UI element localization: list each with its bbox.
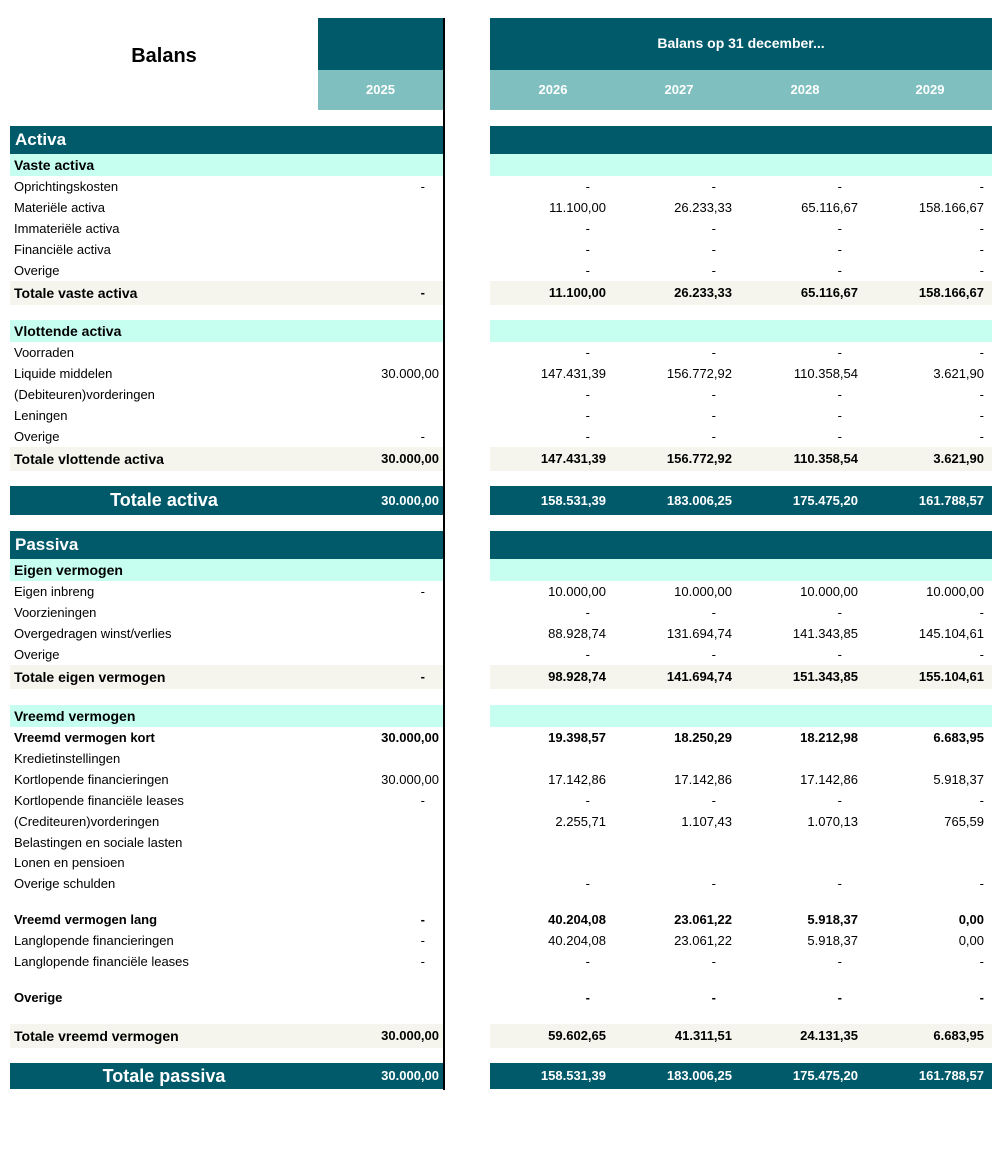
value-cell-2026: 17.142,86 (548, 772, 606, 787)
row-label-liquide-middelen: Liquide middelen (14, 366, 113, 381)
table-row (0, 363, 1000, 384)
value-cell-2025: - (420, 954, 425, 969)
table-row (0, 873, 1000, 894)
row-label-leningen: Leningen (14, 408, 68, 423)
value-cell-2029: 155.104,61 (918, 669, 984, 684)
subsection-title: Vlottende activa (14, 323, 122, 339)
value-cell-2026: 19.398,57 (548, 730, 606, 745)
section-header-right (490, 126, 992, 154)
value-cell-2028: - (837, 954, 842, 969)
grand-total-row (0, 1063, 1000, 1089)
value-cell-2026: - (585, 429, 590, 444)
value-cell-2028: 151.343,85 (792, 669, 858, 684)
row-label-langlopende-financi-le-leases: Langlopende financiële leases (14, 954, 189, 969)
subsection-header-left (10, 154, 443, 176)
row-label-overige: Overige (14, 990, 63, 1005)
value-cell-2029: - (979, 408, 984, 423)
value-cell-2029: 0,00 (958, 912, 984, 927)
page-title: Balans (131, 45, 197, 67)
value-cell-2027: - (711, 179, 716, 194)
table-row (0, 623, 1000, 644)
subtotal-row (0, 281, 1000, 305)
row-label-totale-vaste-activa: Totale vaste activa (14, 285, 138, 301)
table-row (0, 602, 1000, 623)
value-cell-2029: 5.918,37 (933, 772, 984, 787)
subsection-title: Vreemd vermogen (14, 708, 136, 724)
value-cell-2026: 158.531,39 (540, 1068, 606, 1083)
row-label-overige: Overige (14, 429, 60, 444)
table-row (0, 581, 1000, 602)
row-label-financi-le-activa: Financiële activa (14, 242, 111, 257)
row-label-belastingen-en-sociale-lasten: Belastingen en sociale lasten (14, 835, 183, 850)
subtotal-row (0, 1024, 1000, 1048)
subtotal-row (0, 447, 1000, 471)
table-row (0, 176, 1000, 197)
value-cell-2025: 30.000,00 (381, 451, 439, 466)
value-cell-2029: - (979, 429, 984, 444)
table-row (0, 426, 1000, 447)
row-label-vreemd-vermogen-lang: Vreemd vermogen lang (14, 912, 158, 927)
value-cell-2026: - (585, 605, 590, 620)
value-cell-2027: - (711, 647, 716, 662)
subsection-header-left (10, 705, 443, 727)
row-label-vreemd-vermogen-kort: Vreemd vermogen kort (14, 730, 155, 745)
row-label-lonen-en-pensioen: Lonen en pensioen (14, 855, 125, 870)
value-cell-2029: - (979, 876, 984, 891)
header-2025-band (318, 18, 443, 70)
section-title: Activa (15, 130, 67, 149)
value-cell-2029: 0,00 (958, 933, 984, 948)
table-row (0, 342, 1000, 363)
table-row (0, 727, 1000, 748)
section-header-right (490, 531, 992, 559)
value-cell-2025: 30.000,00 (381, 366, 439, 381)
value-cell-2028: 5.918,37 (807, 933, 858, 948)
year-2027: 2027 (664, 82, 694, 97)
value-cell-2029: - (979, 242, 984, 257)
value-cell-2029: 158.166,67 (918, 200, 984, 215)
value-cell-2028: 17.142,86 (800, 772, 858, 787)
value-cell-2027: 18.250,29 (674, 730, 732, 745)
row-label-overige-schulden: Overige schulden (14, 876, 116, 891)
value-cell-2028: 1.070,13 (807, 814, 858, 829)
value-cell-2026: 147.431,39 (540, 451, 606, 466)
value-cell-2028: - (837, 179, 842, 194)
value-cell-2028: - (837, 221, 842, 236)
value-cell-2026: 98.928,74 (548, 669, 606, 684)
value-cell-2029: - (979, 179, 984, 194)
value-cell-2026: 40.204,08 (548, 933, 606, 948)
value-cell-2026: - (585, 647, 590, 662)
year-2026: 2026 (538, 82, 568, 97)
subsection-header-right (490, 154, 992, 176)
year-2029: 2029 (915, 82, 945, 97)
value-cell-2028: - (837, 990, 842, 1005)
value-cell-2029: 765,59 (944, 814, 984, 829)
table-row (0, 852, 1000, 873)
value-cell-2029: 6.683,95 (933, 730, 984, 745)
value-cell-2025: - (420, 912, 425, 927)
value-cell-2027: - (711, 345, 716, 360)
value-cell-2026: - (585, 954, 590, 969)
value-cell-2027: 141.694,74 (666, 669, 732, 684)
value-cell-2026: 11.100,00 (548, 285, 606, 300)
value-cell-2027: - (711, 876, 716, 891)
value-cell-2025: - (420, 669, 425, 684)
row-label-crediteuren-vorderingen: (Crediteuren)vorderingen (14, 814, 160, 829)
row-label-totale-activa: Totale activa (110, 490, 218, 510)
value-cell-2026: - (585, 221, 590, 236)
value-cell-2026: - (585, 876, 590, 891)
value-cell-2029: - (979, 647, 984, 662)
value-cell-2027: 26.233,33 (674, 200, 732, 215)
section-title: Passiva (15, 535, 79, 554)
value-cell-2028: - (837, 605, 842, 620)
value-cell-2027: 10.000,00 (674, 584, 732, 599)
subsection-title: Eigen vermogen (14, 562, 123, 578)
value-cell-2025: 30.000,00 (381, 1068, 439, 1083)
value-cell-2028: 24.131,35 (800, 1028, 858, 1043)
subtotal-row (0, 665, 1000, 689)
value-cell-2027: - (711, 408, 716, 423)
value-cell-2027: - (711, 387, 716, 402)
subsection-header-left (10, 559, 443, 581)
value-cell-2028: 65.116,67 (800, 285, 858, 300)
row-label-kortlopende-financieringen: Kortlopende financieringen (14, 772, 169, 787)
table-row (0, 832, 1000, 853)
row-label-totale-passiva: Totale passiva (102, 1066, 226, 1086)
value-cell-2028: - (837, 876, 842, 891)
row-label-oprichtingskosten: Oprichtingskosten (14, 179, 119, 194)
value-cell-2026: - (585, 345, 590, 360)
value-cell-2027: - (711, 242, 716, 257)
header-group-band (490, 18, 992, 70)
row-label-kredietinstellingen: Kredietinstellingen (14, 751, 121, 766)
value-cell-2025: - (420, 933, 425, 948)
value-cell-2028: - (837, 263, 842, 278)
value-cell-2028: - (837, 242, 842, 257)
row-label-totale-eigen-vermogen: Totale eigen vermogen (14, 669, 166, 685)
table-row (0, 909, 1000, 930)
value-cell-2029: - (979, 221, 984, 236)
value-cell-2026: - (585, 990, 590, 1005)
value-cell-2025: 30.000,00 (381, 772, 439, 787)
table-row (0, 930, 1000, 951)
value-cell-2029: - (979, 605, 984, 620)
value-cell-2027: - (711, 954, 716, 969)
section-header-left (10, 126, 443, 154)
value-cell-2028: 110.358,54 (793, 366, 858, 381)
year-2028: 2028 (790, 82, 820, 97)
value-cell-2028: 10.000,00 (800, 584, 858, 599)
value-cell-2027: - (711, 263, 716, 278)
value-cell-2029: 6.683,95 (933, 1028, 984, 1043)
value-cell-2027: 23.061,22 (674, 933, 732, 948)
value-cell-2029: - (979, 954, 984, 969)
row-label-kortlopende-financi-le-leases: Kortlopende financiële leases (14, 793, 184, 808)
value-cell-2027: 26.233,33 (674, 285, 732, 300)
value-cell-2027: 183.006,25 (666, 493, 732, 508)
value-cell-2028: - (837, 387, 842, 402)
value-cell-2027: - (711, 793, 716, 808)
value-cell-2025: 30.000,00 (381, 493, 439, 508)
table-row (0, 748, 1000, 769)
row-label-totale-vreemd-vermogen: Totale vreemd vermogen (14, 1028, 179, 1044)
value-cell-2027: - (711, 429, 716, 444)
row-label-eigen-inbreng: Eigen inbreng (14, 584, 95, 599)
value-cell-2029: - (979, 990, 984, 1005)
value-cell-2027: - (711, 605, 716, 620)
value-cell-2025: - (420, 793, 425, 808)
value-cell-2025: 30.000,00 (381, 730, 439, 745)
value-cell-2026: 40.204,08 (548, 912, 606, 927)
row-label-voorraden: Voorraden (14, 345, 74, 360)
value-cell-2029: 161.788,57 (918, 1068, 984, 1083)
value-cell-2026: - (585, 408, 590, 423)
subsection-header-right (490, 559, 992, 581)
value-cell-2029: 145.104,61 (918, 626, 984, 641)
value-cell-2025: - (420, 584, 425, 599)
value-cell-2026: - (585, 793, 590, 808)
value-cell-2027: - (711, 221, 716, 236)
table-row (0, 197, 1000, 218)
value-cell-2026: - (585, 387, 590, 402)
value-cell-2028: - (837, 408, 842, 423)
row-label-overige: Overige (14, 263, 60, 278)
value-cell-2026: - (585, 263, 590, 278)
value-cell-2026: 10.000,00 (548, 584, 606, 599)
table-row (0, 405, 1000, 426)
subsection-header-right (490, 705, 992, 727)
value-cell-2028: 110.358,54 (793, 451, 858, 466)
table-row (0, 790, 1000, 811)
table-row (0, 951, 1000, 972)
section-header-left (10, 531, 443, 559)
value-cell-2026: 88.928,74 (548, 626, 606, 641)
table-row (0, 260, 1000, 281)
value-cell-2029: 3.621,90 (933, 366, 984, 381)
row-label-langlopende-financieringen: Langlopende financieringen (14, 933, 174, 948)
table-row (0, 769, 1000, 790)
row-label-immateri-le-activa: Immateriële activa (14, 221, 120, 236)
years-band (490, 70, 992, 110)
value-cell-2028: 175.475,20 (792, 493, 858, 508)
value-cell-2027: 183.006,25 (666, 1068, 732, 1083)
value-cell-2027: 156.772,92 (666, 451, 732, 466)
value-cell-2027: 156.772,92 (666, 366, 732, 381)
row-label-debiteuren-vorderingen: (Debiteuren)vorderingen (14, 387, 155, 402)
value-cell-2028: 141.343,85 (792, 626, 858, 641)
value-cell-2026: - (585, 242, 590, 257)
value-cell-2026: 11.100,00 (549, 200, 606, 215)
subsection-header-left (10, 320, 443, 342)
value-cell-2027: 17.142,86 (674, 772, 732, 787)
subsection-title: Vaste activa (14, 157, 95, 173)
year-2025: 2025 (318, 70, 443, 110)
grand-total-row (0, 486, 1000, 515)
value-cell-2029: 158.166,67 (918, 285, 984, 300)
value-cell-2025: - (420, 179, 425, 194)
value-cell-2028: 175.475,20 (792, 1068, 858, 1083)
value-cell-2028: - (837, 429, 842, 444)
value-cell-2029: 161.788,57 (918, 493, 984, 508)
value-cell-2027: 41.311,51 (674, 1028, 732, 1043)
value-cell-2025: - (420, 429, 425, 444)
value-cell-2028: - (837, 647, 842, 662)
value-cell-2026: 2.255,71 (555, 814, 606, 829)
value-cell-2029: - (979, 345, 984, 360)
value-cell-2029: 3.621,90 (933, 451, 984, 466)
value-cell-2027: 1.107,43 (681, 814, 732, 829)
value-cell-2028: - (837, 793, 842, 808)
value-cell-2028: 18.212,98 (800, 730, 858, 745)
subsection-header-right (490, 320, 992, 342)
value-cell-2028: - (837, 345, 842, 360)
table-row (0, 987, 1000, 1008)
table-row (0, 239, 1000, 260)
value-cell-2025: 30.000,00 (381, 1028, 439, 1043)
table-row (0, 811, 1000, 832)
row-label-overige: Overige (14, 647, 60, 662)
table-row (0, 384, 1000, 405)
value-cell-2028: 5.918,37 (807, 912, 858, 927)
header-group-label: Balans op 31 december... (657, 35, 825, 51)
value-cell-2026: 59.602,65 (548, 1028, 606, 1043)
value-cell-2026: - (585, 179, 590, 194)
value-cell-2026: 158.531,39 (540, 493, 606, 508)
value-cell-2029: - (979, 387, 984, 402)
value-cell-2025: - (420, 285, 425, 300)
value-cell-2029: 10.000,00 (926, 584, 984, 599)
row-label-voorzieningen: Voorzieningen (14, 605, 97, 620)
row-label-overgedragen-winst-verlies: Overgedragen winst/verlies (14, 626, 172, 641)
value-cell-2027: 23.061,22 (674, 912, 732, 927)
row-label-totale-vlottende-activa: Totale vlottende activa (14, 451, 164, 467)
table-row (0, 218, 1000, 239)
value-cell-2026: 147.431,39 (540, 366, 606, 381)
table-row (0, 644, 1000, 665)
value-cell-2027: 131.694,74 (666, 626, 732, 641)
value-cell-2028: 65.116,67 (801, 200, 858, 215)
value-cell-2029: - (979, 793, 984, 808)
value-cell-2027: - (711, 990, 716, 1005)
row-label-materi-le-activa: Materiële activa (14, 200, 106, 215)
value-cell-2029: - (979, 263, 984, 278)
